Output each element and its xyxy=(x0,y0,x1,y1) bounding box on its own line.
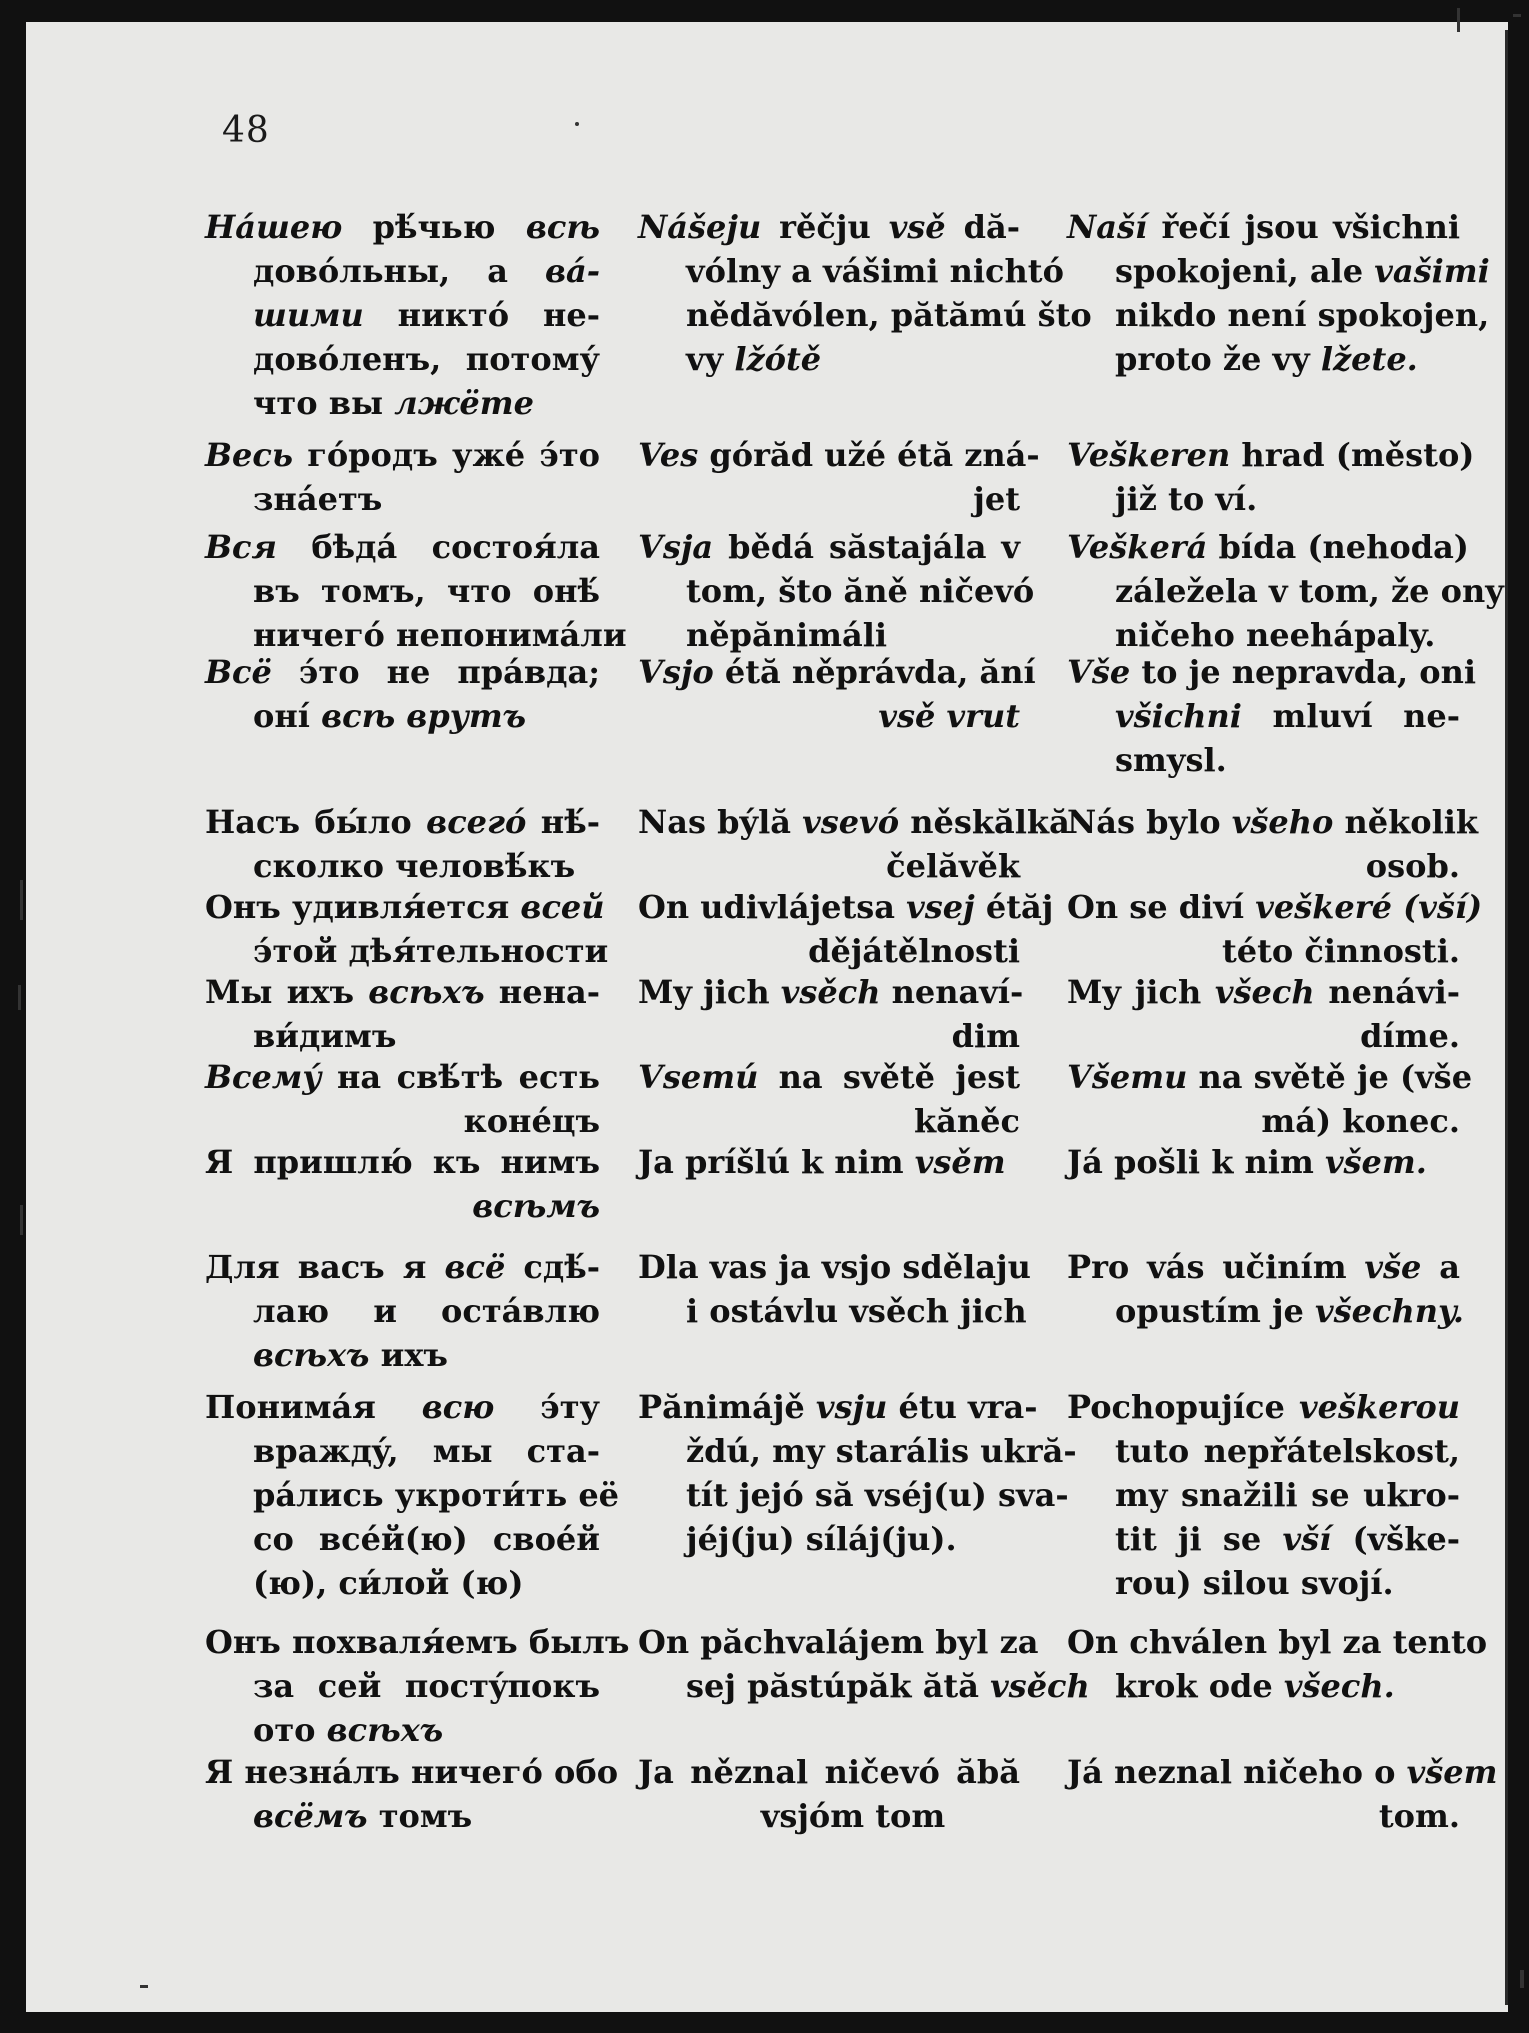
czech-text xyxy=(1067,1385,1460,1605)
text-line: всёмъ томъ xyxy=(253,1797,473,1835)
page-edge xyxy=(1505,30,1508,2005)
text-line: rou) silou svojí. xyxy=(1115,1564,1394,1602)
text-line: со всéй(ю) своéй xyxy=(253,1520,600,1558)
text-line: my snažili se ukro- xyxy=(1115,1476,1460,1514)
transliteration-text xyxy=(638,970,1024,1058)
text-line: díme. xyxy=(1360,1017,1460,1055)
transliteration-text xyxy=(638,1750,1020,1838)
text-line: záležela v tom, že ony xyxy=(1115,572,1504,610)
russian-text xyxy=(205,650,600,738)
text-line: On păchvalájem byl za xyxy=(638,1623,1039,1661)
text-line: что вы лжёте xyxy=(253,384,534,422)
text-line: Всему́ на свѣ́тѣ есть xyxy=(205,1058,600,1096)
text-line: Veškerá bída (nehoda) xyxy=(1067,528,1469,566)
text-line: Pro vás učiním vše a xyxy=(1067,1248,1460,1286)
russian-text xyxy=(205,1750,619,1838)
text-line: proto že vy lžete. xyxy=(1115,340,1418,378)
transliteration-text xyxy=(638,650,1036,738)
czech-text xyxy=(1067,433,1475,521)
text-line: Ja príšlú k nim vsěm xyxy=(638,1143,1006,1181)
czech-text xyxy=(1067,1620,1488,1708)
text-line: Dla vas ja vsjo sdělaju xyxy=(638,1248,1031,1286)
text-line: Понимáя всю э́ту xyxy=(205,1388,601,1426)
text-line: лаю и остáвлю xyxy=(253,1292,600,1330)
czech-text xyxy=(1067,205,1490,381)
text-line: Já neznal ničeho o všem xyxy=(1067,1753,1498,1791)
text-line: Всё э́то не прáвда; xyxy=(205,653,600,691)
text-line: Nášeju rěčju vsě dă- xyxy=(638,208,1021,246)
transliteration-text xyxy=(638,1140,1020,1184)
text-line: všichni mluví ne- xyxy=(1115,697,1460,735)
text-line: opustím je všechny. xyxy=(1115,1292,1465,1330)
text-line: Naší řečí jsou všichni xyxy=(1067,208,1460,246)
czech-text xyxy=(1067,800,1479,888)
text-line: Pănimájě vsju étu vra- xyxy=(638,1388,1038,1426)
text-line: dim xyxy=(951,1017,1020,1055)
text-line: Ves górăd užé étă zná- xyxy=(638,436,1040,474)
text-line: vsjóm tom xyxy=(760,1797,946,1835)
text-line: Všemu na světě je (vše xyxy=(1067,1058,1473,1096)
transliteration-text xyxy=(638,525,1035,657)
text-line: On udivlájetsa vsej étăj xyxy=(638,888,1054,926)
scan-mark xyxy=(1457,8,1460,32)
text-line: знáетъ xyxy=(253,480,383,518)
text-line: nědăvólen, pătămú što xyxy=(686,296,1092,334)
czech-text xyxy=(1067,1140,1460,1184)
text-line: Онъ удивля́ется всей xyxy=(205,888,605,926)
text-line: Vsjo étă něprávda, ăní xyxy=(638,653,1036,691)
text-line: tom. xyxy=(1378,1797,1460,1835)
text-line: sej păstúpăk ătă vsěch xyxy=(686,1667,1090,1705)
text-line: Nas býlă vsevó něskălkă xyxy=(638,803,1070,841)
text-line: tuto nepřátelskost, xyxy=(1115,1432,1460,1470)
text-line: vsě vrut xyxy=(878,697,1020,735)
transliteration-text xyxy=(638,1620,1090,1708)
text-line: tit ji se vší (vške- xyxy=(1115,1520,1461,1558)
text-line: My jich vsěch nenaví- xyxy=(638,973,1024,1011)
russian-text xyxy=(205,970,600,1058)
text-line: Мы ихъ всѣхъ нена- xyxy=(205,973,601,1011)
text-line: již to ví. xyxy=(1115,480,1258,518)
text-line: рáлись укроти́ть её xyxy=(253,1476,620,1514)
page-number: 48 xyxy=(222,110,270,151)
text-line: всѣхъ ихъ xyxy=(253,1336,448,1374)
transliteration-text xyxy=(638,433,1040,521)
russian-text xyxy=(205,205,600,425)
scan-mark xyxy=(1520,1970,1524,1988)
czech-text xyxy=(1067,1245,1465,1333)
margin-mark xyxy=(18,985,21,1010)
transliteration-text xyxy=(638,1245,1031,1333)
text-line: osob. xyxy=(1365,847,1460,885)
text-line: tom, što ăně ničevó xyxy=(686,572,1035,610)
speck xyxy=(575,122,579,126)
russian-text xyxy=(205,525,627,657)
text-line: má) konec. xyxy=(1261,1102,1460,1140)
text-line: Ja něznal ničevó ăbă xyxy=(638,1753,1020,1791)
czech-text xyxy=(1067,525,1504,657)
text-line: Я незнáлъ ничегó обо xyxy=(205,1753,619,1791)
text-line: vy lžótě xyxy=(686,340,822,378)
text-line: ви́димъ xyxy=(253,1017,397,1055)
transliteration-text xyxy=(638,885,1054,973)
text-line: (ю), си́лой (ю) xyxy=(253,1564,524,1602)
text-line: Насъ бы́ло всегó нѣ́- xyxy=(205,803,600,841)
text-line: Já pošli k nim všem. xyxy=(1067,1143,1427,1181)
text-line: jet xyxy=(973,480,1020,518)
transliteration-text xyxy=(638,800,1070,888)
text-line: Нáшею рѣ́чью всѣ xyxy=(205,208,600,246)
text-line: něpănimáli xyxy=(686,616,888,654)
text-line: nikdo není spokojen, xyxy=(1115,296,1490,334)
text-line: My jich všech nenávi- xyxy=(1067,973,1461,1011)
text-line: сколко человѣ́къ xyxy=(253,847,576,885)
text-line: оні́ всѣ врутъ xyxy=(253,697,526,735)
text-line: въ томъ, что онѣ́ xyxy=(253,572,600,610)
text-line: конéцъ xyxy=(463,1102,600,1140)
text-line: této činnosti. xyxy=(1221,932,1460,970)
margin-mark xyxy=(20,880,23,920)
text-line: krok ode všech. xyxy=(1115,1667,1395,1705)
text-line: Vsja bědá săstajála v xyxy=(638,528,1020,566)
text-line: всѣмъ xyxy=(472,1187,600,1225)
text-line: ničeho neehápaly. xyxy=(1115,616,1436,654)
czech-text xyxy=(1067,885,1483,973)
text-line: Veškeren hrad (město) xyxy=(1067,436,1475,474)
transliteration-text xyxy=(638,205,1092,381)
margin-mark xyxy=(20,1205,23,1235)
text-line: Весь гóродъ ужé э́то xyxy=(205,436,600,474)
czech-text xyxy=(1067,650,1477,782)
text-line: smysl. xyxy=(1115,741,1227,779)
russian-text xyxy=(205,1245,600,1377)
text-line: Vše to je nepravda, oni xyxy=(1067,653,1477,691)
czech-text xyxy=(1067,1750,1498,1838)
text-line: On se diví veškeré (vší) xyxy=(1067,888,1483,926)
text-line: ото всѣхъ xyxy=(253,1711,444,1749)
russian-text xyxy=(205,1055,600,1143)
russian-text xyxy=(205,885,609,973)
text-line: Я пришлю́ къ нимъ xyxy=(205,1143,600,1181)
text-line: čelăvěk xyxy=(886,847,1020,885)
scan-mark xyxy=(140,1985,148,1988)
text-line: i ostávlu vsěch jich xyxy=(686,1292,1027,1330)
text-line: tít jejó să vséj(u) sva- xyxy=(686,1476,1069,1514)
text-line: ždú, my starális ukră- xyxy=(686,1432,1077,1470)
russian-text xyxy=(205,1140,600,1228)
text-line: vólny a vášimi nichtó xyxy=(686,252,1064,290)
text-line: за сей постýпокъ xyxy=(253,1667,600,1705)
text-line: Для васъ я всё сдѣ́- xyxy=(205,1248,600,1286)
text-line: Вся бѣдá состоя́ла xyxy=(205,528,600,566)
czech-text xyxy=(1067,970,1460,1058)
text-line: dějátělnosti xyxy=(808,932,1020,970)
russian-text xyxy=(205,433,600,521)
text-line: On chválen byl za tento xyxy=(1067,1623,1488,1661)
text-line: ничегó непонимáли xyxy=(253,616,627,654)
transliteration-text xyxy=(638,1055,1020,1143)
text-line: шими никтó не- xyxy=(253,296,600,334)
text-line: spokojeni, ale vašimi xyxy=(1115,252,1490,290)
russian-text xyxy=(205,1620,630,1752)
russian-text xyxy=(205,1385,620,1605)
text-line: враждý, мы ста- xyxy=(253,1432,600,1470)
text-line: jéj(ju) síláj(ju). xyxy=(686,1520,957,1558)
czech-text xyxy=(1067,1055,1473,1143)
scan-mark xyxy=(1513,14,1521,17)
text-line: Vsemú na světě jest xyxy=(638,1058,1020,1096)
text-line: довóленъ, потому́ xyxy=(253,340,600,378)
text-line: Nás bylo všeho několik xyxy=(1067,803,1479,841)
transliteration-text xyxy=(638,1385,1077,1561)
text-line: довóльны, а вá- xyxy=(253,252,600,290)
text-line: kăněc xyxy=(913,1102,1020,1140)
text-line: Pochopujíce veškerou xyxy=(1067,1388,1460,1426)
text-line: э́той дѣя́тельности xyxy=(253,932,609,970)
text-line: Онъ похваля́емъ былъ xyxy=(205,1623,630,1661)
russian-text xyxy=(205,800,600,888)
